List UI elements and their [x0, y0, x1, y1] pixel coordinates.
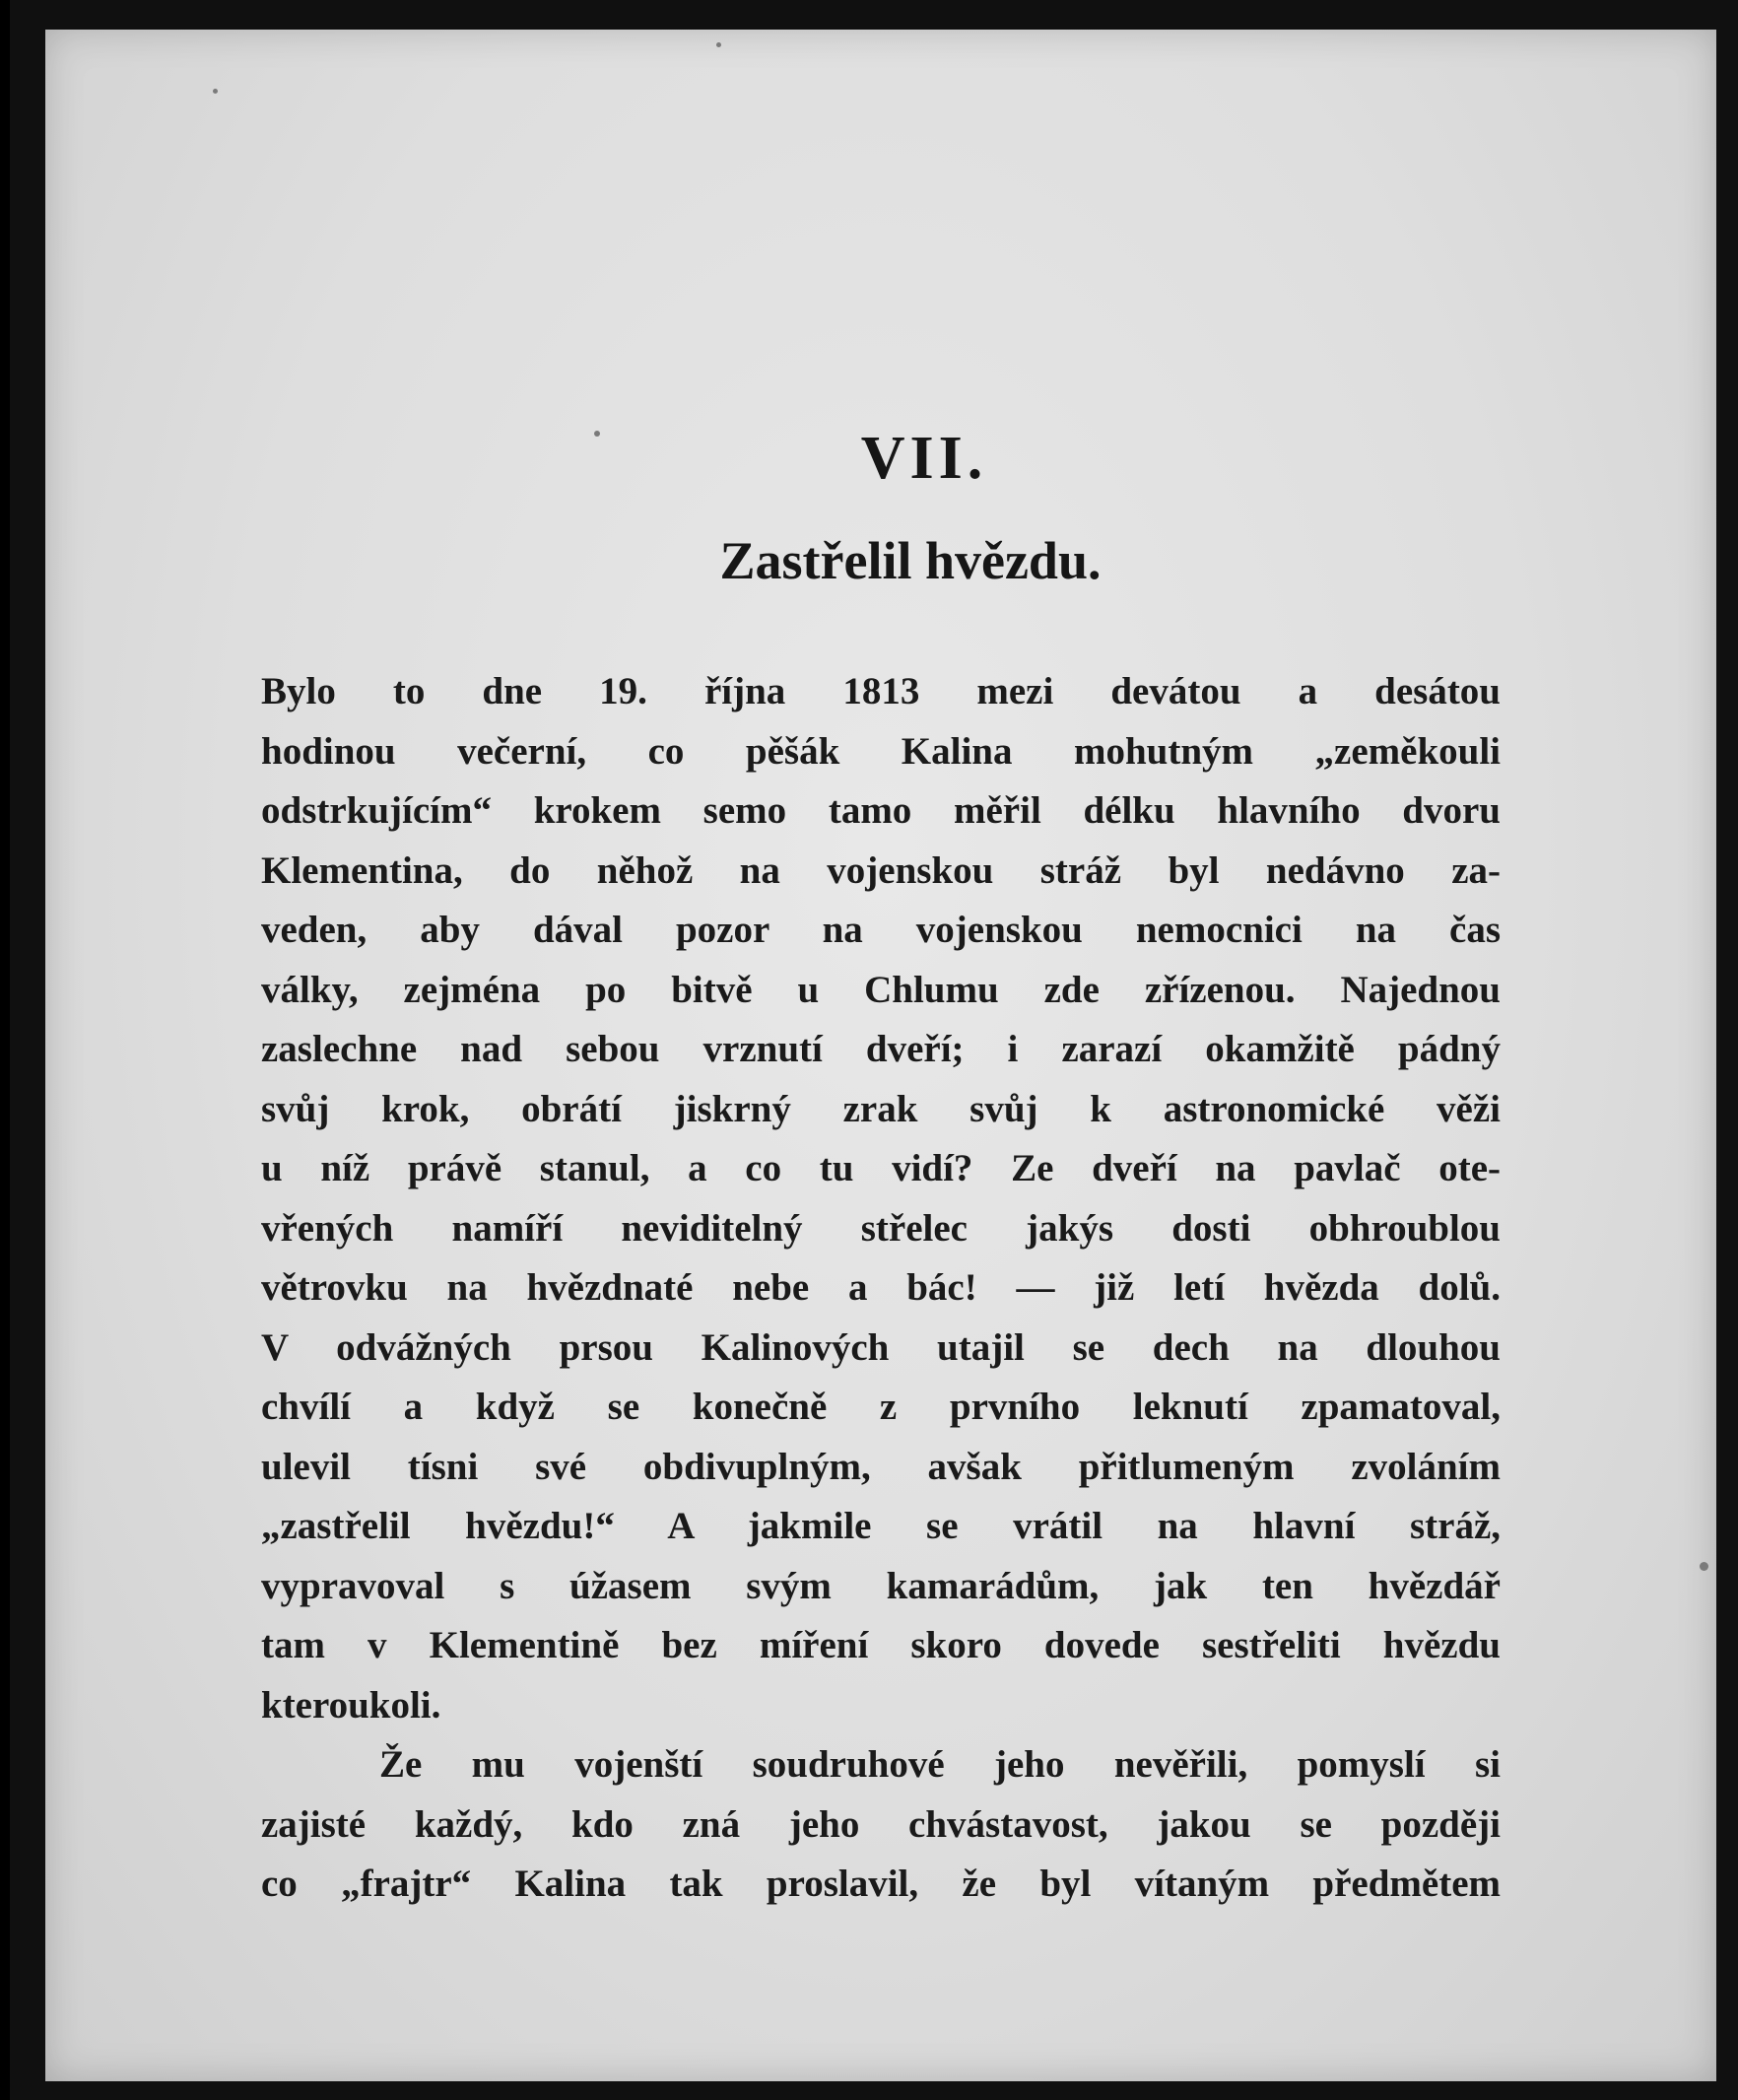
text-line: odstrkujícím“ krokem semo tamo měřil délku hlavního dvoru: [261, 789, 1501, 832]
text-line: co „frajtr“ Kalina tak proslavil, že byl vítaným předmětem: [261, 1863, 1501, 1905]
print-speck: [594, 431, 600, 437]
print-speck: [1700, 1562, 1708, 1571]
text-line: kteroukoli.: [261, 1683, 441, 1727]
text-line: veden, aby dával pozor na vojenskou nemocnici na čas: [261, 909, 1501, 951]
text-line: vřených namíří neviditelný střelec jakýs dosti obhroublou: [261, 1206, 1501, 1250]
book-spine-edge: [0, 0, 10, 2100]
text-line: Že mu vojenští soudruhové jeho nevěřili, pomyslí si: [379, 1743, 1501, 1786]
text-line: hodinou večerní, co pěšák Kalina mohutným „zeměkouli: [261, 729, 1501, 773]
paragraph-2: [261, 1735, 1501, 1915]
chapter-title: Zastřelil hvězdu.: [719, 531, 1102, 590]
print-speck: [716, 42, 721, 47]
chapter-numeral: VII.: [860, 425, 988, 492]
text-line: války, zejména po bitvě u Chlumu zde zřízenou. Najednou: [261, 968, 1501, 1011]
text-line: vypravoval s úžasem svým kamarádům, jak ten hvězdář: [261, 1564, 1501, 1607]
text-line: u níž právě stanul, a co tu vidí? Ze dveří na pavlač ote-: [261, 1147, 1501, 1189]
text-line: chvílí a když se konečně z prvního leknutí zpamatoval,: [261, 1386, 1501, 1428]
paragraph-1: [261, 662, 1501, 1735]
text-line: Klementina, do něhož na vojenskou stráž byl nedávno za-: [261, 848, 1501, 892]
text-line: svůj krok, obrátí jiskrný zrak svůj k astronomické věži: [261, 1087, 1501, 1130]
text-line: „zastřelil hvězdu!“ A jakmile se vrátil na hlavní stráž,: [261, 1505, 1501, 1547]
chapter-body: [261, 662, 1501, 1915]
text-line: zaslechne nad sebou vrznutí dveří; i zarazí okamžitě pádný: [261, 1028, 1501, 1070]
text-line: ulevil tísni své obdivuplným, avšak přitlumeným zvoláním: [261, 1445, 1501, 1488]
text-line: zajisté každý, kdo zná jeho chvástavost, jakou se později: [261, 1802, 1501, 1846]
text-line: větrovku na hvězdnaté nebe a bác! — již letí hvězda dolů.: [261, 1266, 1501, 1309]
text-line: tam v Klementině bez míření skoro dovede sestřeliti hvězdu: [261, 1624, 1501, 1666]
text-line: Bylo to dne 19. října 1813 mezi devátou a desátou: [261, 670, 1501, 712]
print-speck: [213, 89, 218, 94]
text-line: V odvážných prsou Kalinových utajil se dech na dlouhou: [261, 1325, 1501, 1369]
